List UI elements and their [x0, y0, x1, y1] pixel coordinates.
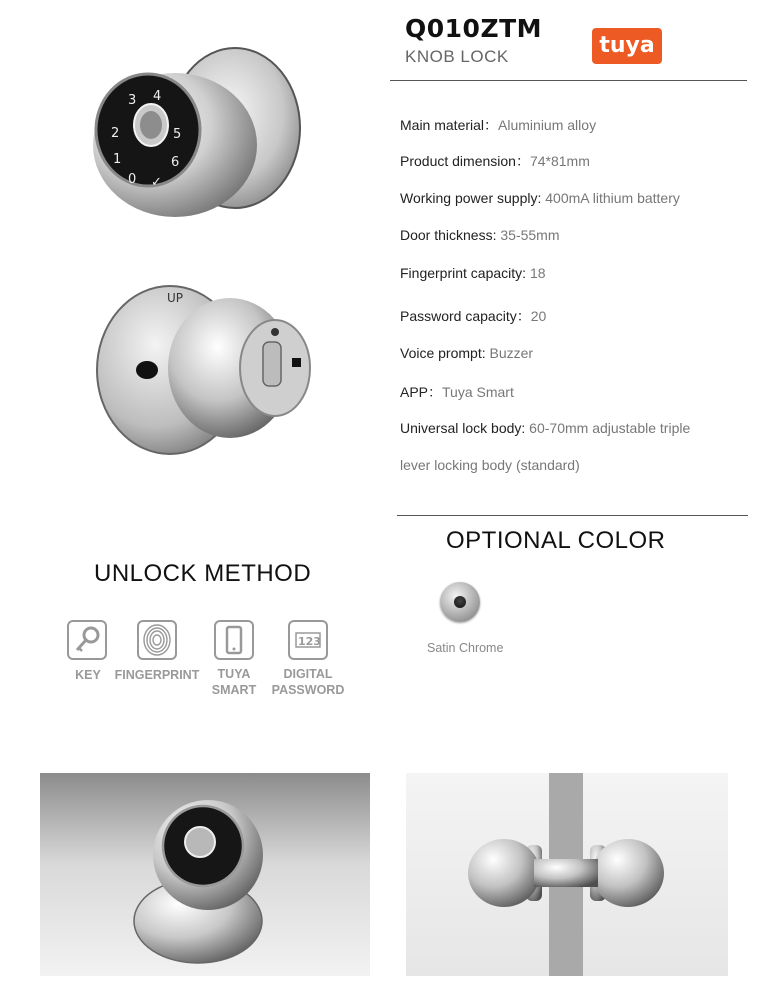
- method-label-line2: SMART: [211, 683, 257, 697]
- key-icon: [67, 620, 107, 660]
- sensor-inner: [140, 111, 162, 139]
- spec-door-thickness: [400, 227, 560, 243]
- optional-color-title: OPTIONAL COLOR: [446, 527, 666, 554]
- method-label-line1: FINGERPRINT: [114, 668, 200, 682]
- method-label-tuya-smart: [204, 666, 264, 698]
- method-label-line2: PASSWORD: [271, 683, 345, 697]
- spec-voice-prompt: [400, 345, 533, 361]
- spec-fingerprint-capacity: [400, 265, 546, 281]
- method-label-line1: TUYA: [217, 667, 251, 681]
- screw: [271, 328, 279, 336]
- spec-product-dimension: [400, 151, 590, 171]
- spec-label: Fingerprint capacity:: [400, 265, 530, 281]
- spec-password-capacity: [400, 306, 546, 326]
- key-icon-svg: [69, 622, 105, 658]
- digit-3: 3: [128, 93, 137, 108]
- spec-value: 60-70mm adjustable triple: [529, 420, 691, 436]
- digit-5: 5: [173, 127, 182, 142]
- satin-chrome-swatch: [440, 582, 480, 622]
- digit-2: 2: [111, 126, 120, 141]
- digit-1: 1: [113, 152, 122, 167]
- knob-photo-front-svg: [40, 773, 370, 976]
- method-label-line1: DIGITAL: [283, 667, 333, 681]
- knob-keypad-image: [85, 40, 310, 230]
- spec-label: APP：: [400, 384, 443, 400]
- tuya-logo: tuya: [592, 28, 662, 64]
- smartphone-icon-svg: [216, 622, 252, 658]
- spec-power-supply: [400, 190, 680, 206]
- method-label-fingerprint: [112, 667, 202, 683]
- keypad-icon-svg: [290, 622, 326, 658]
- spec-label: Universal lock body:: [400, 420, 530, 436]
- method-label-digital-password: [268, 666, 348, 698]
- knob-back-image: [95, 280, 320, 460]
- spec-value: Aluminium alloy: [498, 117, 597, 133]
- digit-0: 0: [128, 172, 137, 187]
- spec-value: lever locking body (standard): [400, 457, 580, 473]
- knob-photo-door-svg: [406, 773, 728, 976]
- keypad-123-icon: [288, 620, 328, 660]
- keyhole-icon: [454, 596, 466, 608]
- smartphone-icon: [214, 620, 254, 660]
- product-subtitle: KNOB LOCK: [405, 47, 509, 66]
- thumb-turn: [263, 342, 281, 386]
- spec-label: Main material：: [400, 117, 499, 133]
- digit-6: 6: [171, 155, 180, 170]
- knob-photo-front: [40, 773, 370, 976]
- spec-label: Voice prompt:: [400, 345, 490, 361]
- spec-value: 74*81mm: [529, 153, 590, 169]
- keyhole-icon: [136, 361, 158, 379]
- spec-value: 20: [530, 308, 547, 324]
- product-model: Q010ZTM: [405, 14, 542, 43]
- confirm-check-icon: ✓: [151, 175, 162, 190]
- spec-lock-body: [400, 420, 690, 436]
- lock-indicator-icon: [292, 358, 301, 367]
- spec-value: Tuya Smart: [442, 384, 514, 400]
- spec-value: 18: [529, 265, 546, 281]
- up-mark-label: UP: [167, 291, 184, 305]
- spec-app: [400, 382, 514, 402]
- method-label-key: [60, 667, 116, 683]
- knob-photo-door: [406, 773, 728, 976]
- spec-value: Buzzer: [489, 345, 534, 361]
- fingerprint-icon-svg: [139, 622, 175, 658]
- digit-4: 4: [153, 89, 162, 104]
- svg-text:123: 123: [298, 635, 321, 648]
- method-label-line1: KEY: [75, 668, 101, 682]
- spec-value: 400mA lithium battery: [545, 190, 680, 206]
- unlock-method-title: UNLOCK METHOD: [94, 560, 312, 587]
- spec-label: Product dimension：: [400, 153, 530, 169]
- spec-lock-body-continued: [400, 457, 580, 473]
- spec-label: Password capacity：: [400, 308, 531, 324]
- fingerprint-icon: [137, 620, 177, 660]
- spec-divider: [397, 515, 748, 516]
- spec-label: Working power supply:: [400, 190, 546, 206]
- spec-main-material: [400, 115, 596, 135]
- header-divider: [390, 80, 747, 81]
- swatch-label: Satin Chrome: [427, 641, 504, 655]
- spec-label: Door thickness:: [400, 227, 501, 243]
- spec-value: 35-55mm: [500, 227, 560, 243]
